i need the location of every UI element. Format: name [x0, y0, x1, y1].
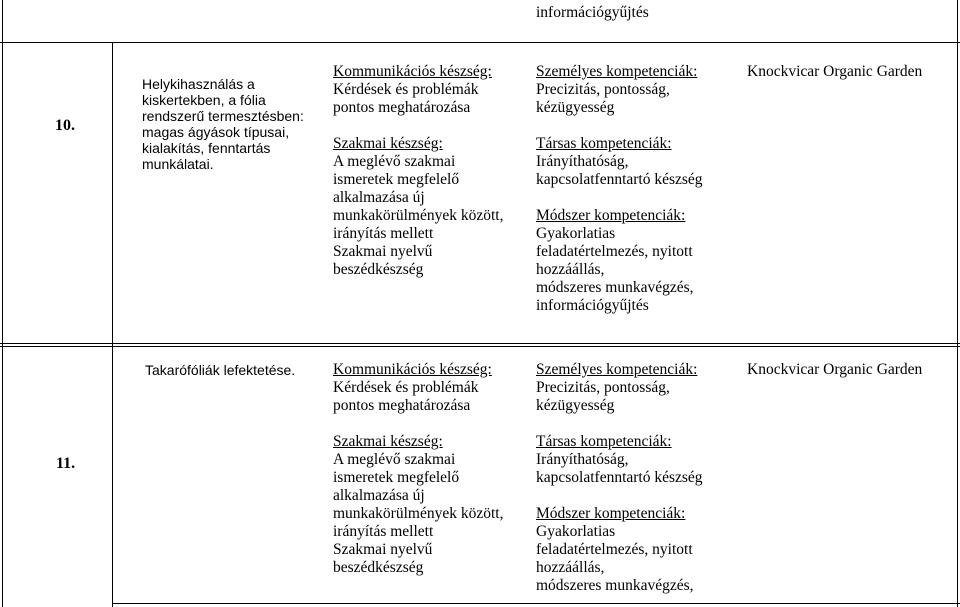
skills-cell	[333, 361, 503, 577]
topic-cell	[142, 76, 304, 172]
competency-line: Irányíthatóság,	[536, 153, 629, 170]
skill-line: beszédkészség	[333, 261, 424, 278]
competency-line: kézügyesség	[536, 99, 615, 116]
location-name: Knockvicar Organic Garden	[747, 63, 923, 80]
skill-line: irányítás mellett	[333, 523, 434, 540]
skill-line: Szakmai nyelvű	[333, 243, 433, 260]
table-border-row-10-bottom	[0, 343, 960, 344]
competency-line: módszeres munkavégzés,	[536, 577, 694, 594]
skill-line: pontos meghatározása	[333, 397, 471, 414]
skill-line: pontos meghatározása	[333, 99, 471, 116]
topic-line: Helykihasználás a	[142, 76, 255, 92]
competency-line: Precizitás, pontosság,	[536, 379, 670, 396]
skill-line: munkakörülmények között,	[333, 505, 504, 522]
competency-line: módszeres munkavégzés,	[536, 279, 694, 296]
topic-cell	[145, 362, 295, 378]
skill-line: alkalmazása új	[333, 487, 425, 504]
topic-line: Takarófóliák lefektetése.	[145, 362, 296, 378]
competency-line: hozzáállás,	[536, 261, 605, 278]
competency-line: Precizitás, pontosság,	[536, 81, 670, 98]
skill-line: alkalmazása új	[333, 189, 425, 206]
communication-skill-heading: Kommunikációs készség:	[333, 361, 492, 378]
skill-line: ismeretek megfelelő	[333, 171, 460, 188]
competency-line: Irányíthatóság,	[536, 451, 629, 468]
table-border-row-11-top	[0, 346, 960, 347]
topic-line: rendszerű termesztésben:	[142, 108, 304, 124]
skill-line: ismeretek megfelelő	[333, 469, 460, 486]
skill-line: Kérdések és problémák	[333, 81, 479, 98]
skill-line: Szakmai nyelvű	[333, 541, 433, 558]
row-number: 11.	[56, 455, 76, 472]
top-row-label: információgyűjtés	[536, 4, 649, 21]
competencies-cell	[536, 361, 703, 595]
topic-line: magas ágyások típusai,	[142, 124, 290, 140]
location-name: Knockvicar Organic Garden	[747, 361, 923, 378]
row-number: 10.	[55, 117, 75, 134]
skill-line: beszédkészség	[333, 559, 424, 576]
table-border-bottom	[112, 603, 960, 604]
table-border-top-row	[0, 42, 960, 43]
location-cell	[747, 361, 922, 379]
skill-line: A meglévő szakmai	[333, 451, 456, 468]
personal-competencies-heading: Személyes kompetenciák:	[536, 361, 698, 378]
competency-line: kapcsolatfenntartó készség	[536, 171, 703, 188]
competency-line: hozzáállás,	[536, 559, 605, 576]
skills-cell	[333, 63, 503, 279]
competency-line: Gyakorlatias	[536, 225, 616, 242]
skill-line: Kérdések és problémák	[333, 379, 479, 396]
professional-skill-heading: Szakmai készség:	[333, 135, 443, 152]
skill-line: irányítás mellett	[333, 225, 434, 242]
personal-competencies-heading: Személyes kompetenciák:	[536, 63, 698, 80]
social-competencies-heading: Társas kompetenciák:	[536, 433, 672, 450]
top-row-text	[536, 4, 649, 22]
competency-line: kézügyesség	[536, 397, 615, 414]
topic-line: kiskertekben, a fólia	[142, 92, 266, 108]
competency-line: Gyakorlatias	[536, 523, 616, 540]
topic-line: munkálatai.	[142, 156, 214, 172]
competency-line: kapcsolatfenntartó készség	[536, 469, 703, 486]
communication-skill-heading: Kommunikációs készség:	[333, 63, 492, 80]
table-border-right	[957, 0, 958, 607]
competency-line: információgyűjtés	[536, 297, 649, 314]
skill-line: munkakörülmények között,	[333, 207, 504, 224]
competency-line: feladatértelmezés, nyitott	[536, 243, 693, 260]
location-cell	[747, 63, 922, 81]
method-competencies-heading: Módszer kompetenciák:	[536, 207, 686, 224]
competency-line: feladatértelmezés, nyitott	[536, 541, 693, 558]
social-competencies-heading: Társas kompetenciák:	[536, 135, 672, 152]
topic-line: kialakítás, fenntartás	[142, 140, 271, 156]
method-competencies-heading: Módszer kompetenciák:	[536, 505, 686, 522]
professional-skill-heading: Szakmai készség:	[333, 433, 443, 450]
competencies-cell	[536, 63, 703, 315]
table-border-left	[2, 0, 3, 607]
table-border-col1	[112, 42, 113, 607]
skill-line: A meglévő szakmai	[333, 153, 456, 170]
